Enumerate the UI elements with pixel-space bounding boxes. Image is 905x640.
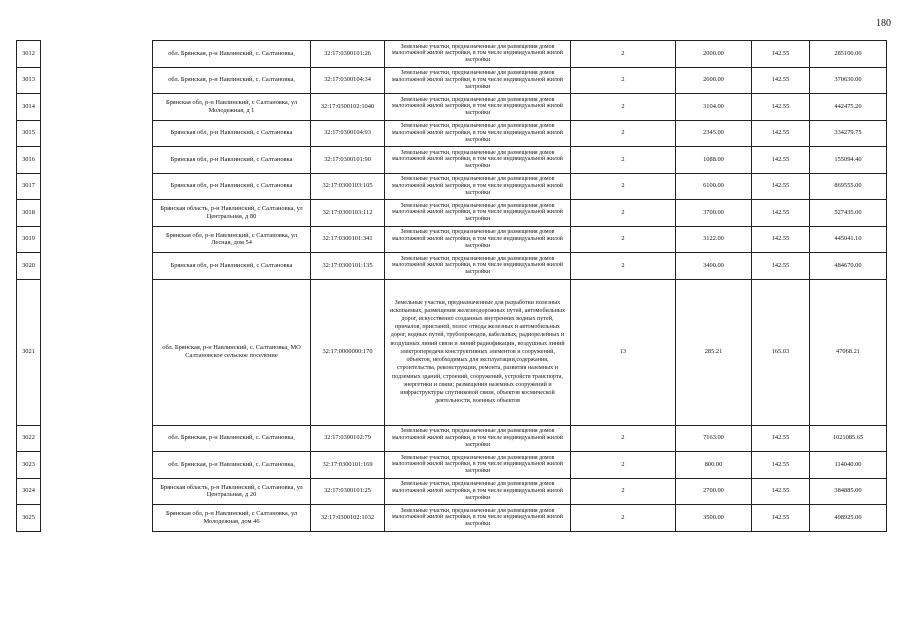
area-cell: 2345.00 bbox=[676, 120, 752, 147]
address-cell: обл. Брянская, р-н Навлинский, с. Салтановка, bbox=[153, 425, 311, 452]
cadastral-number-cell: 32:17:0300101:26 bbox=[311, 41, 385, 68]
cadastral-number-cell: 32:17:0300101:90 bbox=[311, 147, 385, 174]
cadastral-value-cell: 442475.20 bbox=[810, 94, 887, 121]
area-cell: 800.00 bbox=[676, 452, 752, 479]
area-cell: 7163.00 bbox=[676, 425, 752, 452]
cadastral-number-cell: 32:17:0300102:79 bbox=[311, 425, 385, 452]
cadastral-value-cell: 445041.10 bbox=[810, 226, 887, 253]
blank-cell bbox=[41, 94, 153, 121]
blank-cell bbox=[41, 452, 153, 479]
blank-cell bbox=[41, 120, 153, 147]
table-row bbox=[17, 425, 887, 452]
usage-group-cell: 13 bbox=[571, 279, 676, 425]
area-cell: 3122.00 bbox=[676, 226, 752, 253]
row-id-cell: 3019 bbox=[17, 226, 41, 253]
cadastral-number-cell: 32:17:0300104:93 bbox=[311, 120, 385, 147]
cadastral-number-cell: 32:17:0300102:1040 bbox=[311, 94, 385, 121]
blank-cell bbox=[41, 200, 153, 227]
specific-value-cell: 142.55 bbox=[752, 253, 810, 280]
row-id-cell: 3014 bbox=[17, 94, 41, 121]
table-row bbox=[17, 478, 887, 505]
page-number: 180 bbox=[876, 18, 891, 29]
address-cell: Брянская обл, р-н Навлинский, с Салтановка bbox=[153, 120, 311, 147]
blank-cell bbox=[41, 67, 153, 94]
usage-group-cell: 2 bbox=[571, 173, 676, 200]
cadastral-value-cell: 1021085.65 bbox=[810, 425, 887, 452]
table-row bbox=[17, 173, 887, 200]
row-id-cell: 3015 bbox=[17, 120, 41, 147]
table-row bbox=[17, 226, 887, 253]
cadastral-number-cell: 32:17:0300101:341 bbox=[311, 226, 385, 253]
land-usage-cell: Земельные участки, предназначенные для размещения домов малоэтажной жилой застройки, в том числе индивидуальной жилой застройки bbox=[385, 94, 571, 121]
area-cell: 3500.00 bbox=[676, 505, 752, 532]
blank-cell bbox=[41, 425, 153, 452]
specific-value-cell: 142.55 bbox=[752, 478, 810, 505]
address-cell: Брянская обл, р-н Навлинский, с Салтановка bbox=[153, 147, 311, 174]
land-usage-cell: Земельные участки, предназначенные для разработки полезных ископаемых, размещения железнодорожных путей, автомобильных дорог, искусственно созданных внутренних водных путей, причалов, пристаней, полос отвода железных и автомобильных дорог, водных путей, трубопроводов, кабельных, радиорелейных и воздушных линий связи и линий радиофикации, воздушных линий электропередачи конструктивных элементов и сооружений, объектов, необходимых для эксплуатации,содержания, строительства, реконструкции, ремонта, развития наземных и подземных зданий, строений, сооружений, устройств транспорта, энергетики и связи; размещения наземных сооружений и инфраструктуры спутниковой связи, объектов космической деятельности, военных объектов bbox=[385, 279, 571, 425]
row-id-cell: 3025 bbox=[17, 505, 41, 532]
address-cell: Брянская обл, р-н Навлинский, с Салтановка, ул Молодежная, дом 46 bbox=[153, 505, 311, 532]
usage-group-cell: 2 bbox=[571, 120, 676, 147]
row-id-cell: 3017 bbox=[17, 173, 41, 200]
usage-group-cell: 2 bbox=[571, 452, 676, 479]
cadastral-value-cell: 114040.00 bbox=[810, 452, 887, 479]
specific-value-cell: 142.55 bbox=[752, 425, 810, 452]
usage-group-cell: 2 bbox=[571, 67, 676, 94]
address-cell: Брянская обл, р-н Навлинский, с Салтановка bbox=[153, 253, 311, 280]
land-usage-cell: Земельные участки, предназначенные для размещения домов малоэтажной жилой застройки, в том числе индивидуальной жилой застройки bbox=[385, 200, 571, 227]
blank-cell bbox=[41, 253, 153, 280]
specific-value-cell: 142.55 bbox=[752, 147, 810, 174]
area-cell: 3104.00 bbox=[676, 94, 752, 121]
specific-value-cell: 142.55 bbox=[752, 41, 810, 68]
area-cell: 285.21 bbox=[676, 279, 752, 425]
row-id-cell: 3024 bbox=[17, 478, 41, 505]
cadastral-number-cell: 32:17:0000000:170 bbox=[311, 279, 385, 425]
table-row bbox=[17, 94, 887, 121]
specific-value-cell: 142.55 bbox=[752, 200, 810, 227]
table-row bbox=[17, 67, 887, 94]
usage-group-cell: 2 bbox=[571, 147, 676, 174]
usage-group-cell: 2 bbox=[571, 200, 676, 227]
specific-value-cell: 142.55 bbox=[752, 120, 810, 147]
table-row bbox=[17, 41, 887, 68]
land-usage-cell: Земельные участки, предназначенные для размещения домов малоэтажной жилой застройки, в том числе индивидуальной жилой застройки bbox=[385, 173, 571, 200]
table-row bbox=[17, 147, 887, 174]
cadastral-number-cell: 32:17:0300103:105 bbox=[311, 173, 385, 200]
row-id-cell: 3021 bbox=[17, 279, 41, 425]
table-row bbox=[17, 505, 887, 532]
row-id-cell: 3018 bbox=[17, 200, 41, 227]
cadastral-value-cell: 484670.00 bbox=[810, 253, 887, 280]
address-cell: Брянская обл, р-н Навлинский, с Салтановка, ул Молодежная, д 1 bbox=[153, 94, 311, 121]
land-usage-cell: Земельные участки, предназначенные для размещения домов малоэтажной жилой застройки, в том числе индивидуальной жилой застройки bbox=[385, 226, 571, 253]
cadastral-number-cell: 32:17:0300103:112 bbox=[311, 200, 385, 227]
land-usage-cell: Земельные участки, предназначенные для размещения домов малоэтажной жилой застройки, в том числе индивидуальной жилой застройки bbox=[385, 478, 571, 505]
address-cell: Брянская область, р-н Навлинский, с Салтановка, ул Центральная, д 20 bbox=[153, 478, 311, 505]
land-usage-cell: Земельные участки, предназначенные для размещения домов малоэтажной жилой застройки, в том числе индивидуальной жилой застройки bbox=[385, 67, 571, 94]
blank-cell bbox=[41, 41, 153, 68]
blank-cell bbox=[41, 226, 153, 253]
row-id-cell: 3012 bbox=[17, 41, 41, 68]
row-id-cell: 3020 bbox=[17, 253, 41, 280]
table-row bbox=[17, 452, 887, 479]
land-usage-cell: Земельные участки, предназначенные для размещения домов малоэтажной жилой застройки, в том числе индивидуальной жилой застройки bbox=[385, 41, 571, 68]
land-usage-cell: Земельные участки, предназначенные для размещения домов малоэтажной жилой застройки, в том числе индивидуальной жилой застройки bbox=[385, 425, 571, 452]
cadastral-value-cell: 285100.00 bbox=[810, 41, 887, 68]
blank-cell bbox=[41, 279, 153, 425]
blank-cell bbox=[41, 173, 153, 200]
cadastral-value-cell: 370630.00 bbox=[810, 67, 887, 94]
blank-cell bbox=[41, 147, 153, 174]
address-cell: обл. Брянская, р-н Навлинский, с. Салтановка, bbox=[153, 41, 311, 68]
specific-value-cell: 142.55 bbox=[752, 94, 810, 121]
cadastral-value-cell: 47068.21 bbox=[810, 279, 887, 425]
blank-cell bbox=[41, 505, 153, 532]
cadastral-number-cell: 32:17:0300101:169 bbox=[311, 452, 385, 479]
usage-group-cell: 2 bbox=[571, 94, 676, 121]
land-usage-cell: Земельные участки, предназначенные для размещения домов малоэтажной жилой застройки, в том числе индивидуальной жилой застройки bbox=[385, 452, 571, 479]
address-cell: обл. Брянская, р-н Навлинский, с. Салтановка, МО Салтановское сельское поселение bbox=[153, 279, 311, 425]
address-cell: обл. Брянская, р-н Навлинский, с. Салтановка, bbox=[153, 67, 311, 94]
usage-group-cell: 2 bbox=[571, 41, 676, 68]
land-usage-cell: Земельные участки, предназначенные для размещения домов малоэтажной жилой застройки, в том числе индивидуальной жилой застройки bbox=[385, 120, 571, 147]
area-cell: 3700.00 bbox=[676, 200, 752, 227]
usage-group-cell: 2 bbox=[571, 425, 676, 452]
usage-group-cell: 2 bbox=[571, 253, 676, 280]
cadastral-value-cell: 869555.00 bbox=[810, 173, 887, 200]
area-cell: 6100.00 bbox=[676, 173, 752, 200]
table-row bbox=[17, 279, 887, 425]
specific-value-cell: 142.55 bbox=[752, 173, 810, 200]
table-row bbox=[17, 253, 887, 280]
address-cell: Брянская обл, р-н Навлинский, с Салтановка, ул Лесная, дом 54 bbox=[153, 226, 311, 253]
cadastral-value-cell: 155094.40 bbox=[810, 147, 887, 174]
land-cadastral-table bbox=[16, 40, 887, 532]
table-body bbox=[17, 41, 887, 532]
address-cell: Брянская область, р-н Навлинский, с Салтановка, ул Центральная, д 80 bbox=[153, 200, 311, 227]
cadastral-value-cell: 334279.75 bbox=[810, 120, 887, 147]
land-usage-cell: Земельные участки, предназначенные для размещения домов малоэтажной жилой застройки, в том числе индивидуальной жилой застройки bbox=[385, 147, 571, 174]
address-cell: обл. Брянская, р-н Навлинский, с. Салтановка, bbox=[153, 452, 311, 479]
cadastral-number-cell: 32:17:0300101:25 bbox=[311, 478, 385, 505]
table-row bbox=[17, 120, 887, 147]
blank-cell bbox=[41, 478, 153, 505]
usage-group-cell: 2 bbox=[571, 505, 676, 532]
row-id-cell: 3016 bbox=[17, 147, 41, 174]
area-cell: 3400.00 bbox=[676, 253, 752, 280]
specific-value-cell: 142.55 bbox=[752, 226, 810, 253]
cadastral-value-cell: 498925.00 bbox=[810, 505, 887, 532]
area-cell: 2000.00 bbox=[676, 41, 752, 68]
specific-value-cell: 142.55 bbox=[752, 67, 810, 94]
table-row bbox=[17, 200, 887, 227]
cadastral-number-cell: 32:17:0300101:135 bbox=[311, 253, 385, 280]
cadastral-value-cell: 384885.00 bbox=[810, 478, 887, 505]
row-id-cell: 3022 bbox=[17, 425, 41, 452]
cadastral-value-cell: 527435.00 bbox=[810, 200, 887, 227]
row-id-cell: 3013 bbox=[17, 67, 41, 94]
specific-value-cell: 142.55 bbox=[752, 452, 810, 479]
specific-value-cell: 165.03 bbox=[752, 279, 810, 425]
cadastral-number-cell: 32:17:0300104:34 bbox=[311, 67, 385, 94]
land-usage-cell: Земельные участки, предназначенные для размещения домов малоэтажной жилой застройки, в том числе индивидуальной жилой застройки bbox=[385, 505, 571, 532]
usage-group-cell: 2 bbox=[571, 478, 676, 505]
address-cell: Брянская обл, р-н Навлинский, с Салтановка bbox=[153, 173, 311, 200]
specific-value-cell: 142.55 bbox=[752, 505, 810, 532]
area-cell: 2700.00 bbox=[676, 478, 752, 505]
usage-group-cell: 2 bbox=[571, 226, 676, 253]
cadastral-number-cell: 32:17:0300102:1032 bbox=[311, 505, 385, 532]
land-usage-cell: Земельные участки, предназначенные для размещения домов малоэтажной жилой застройки, в том числе индивидуальной жилой застройки bbox=[385, 253, 571, 280]
area-cell: 1088.00 bbox=[676, 147, 752, 174]
area-cell: 2600.00 bbox=[676, 67, 752, 94]
row-id-cell: 3023 bbox=[17, 452, 41, 479]
